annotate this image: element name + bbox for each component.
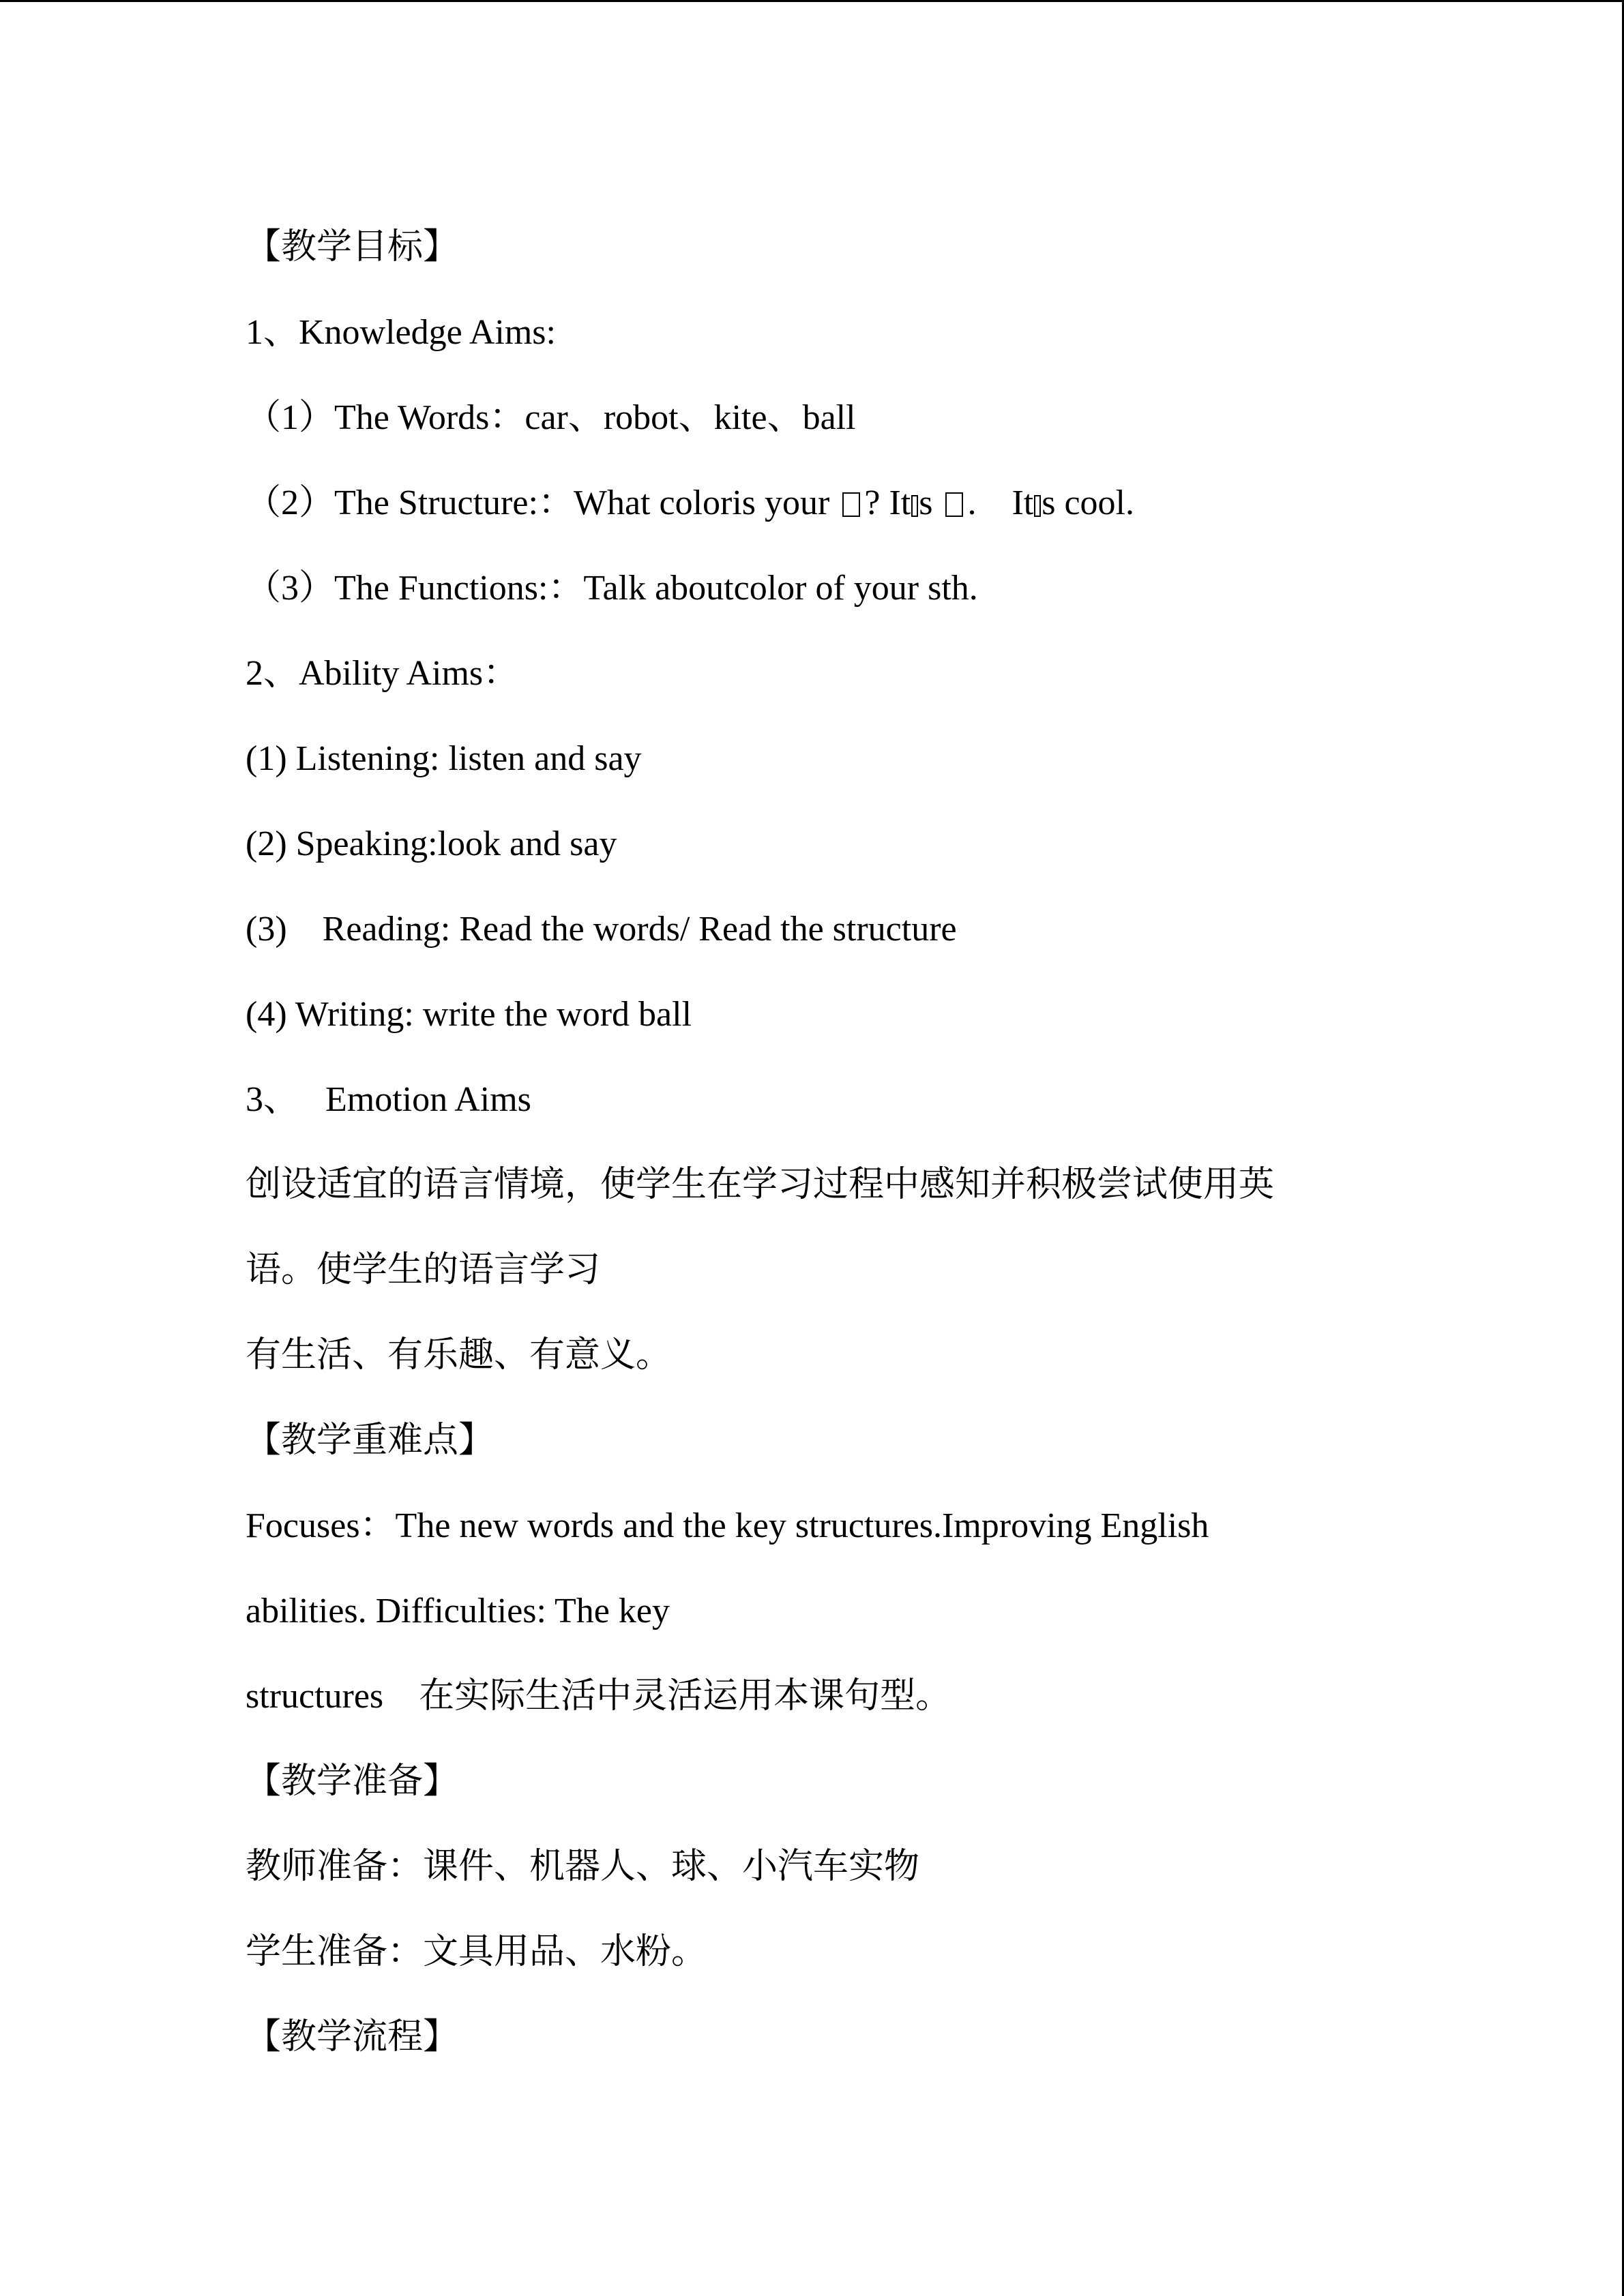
focus-text-line-1: Focuses：The new words and the key structures.Improving English [246, 1506, 1209, 1545]
structure-mid3: . It [967, 483, 1034, 522]
ability-aims-heading: 2、Ability Aims： [246, 654, 519, 693]
teacher-preparation: 教师准备：课件、机器人、球、小汽车实物 [246, 1846, 920, 1887]
structure-mid2: s [919, 483, 942, 522]
reading-line: (3) Reading: Read the words/ Read the structure [246, 910, 957, 949]
apostrophe-box [911, 495, 918, 517]
knowledge-aims-heading: 1、Knowledge Aims: [246, 313, 556, 352]
emotion-text-line-1: 创设适宜的语言情境，使学生在学习过程中感知并积极尝试使用英 [246, 1164, 1275, 1205]
structure-prefix: （2）The Structure:：What coloris your [246, 483, 839, 522]
emotion-text-line-2: 语。使学生的语言学习 [246, 1249, 601, 1290]
speaking-line: (2) Speaking:look and say [246, 824, 617, 863]
emotion-aims-heading: 3、 Emotion Aims [246, 1080, 531, 1119]
listening-line: (1) Listening: listen and say [246, 739, 642, 778]
words-line: （1）The Words：car、robot、kite、ball [246, 398, 856, 437]
writing-line: (4) Writing: write the word ball [246, 995, 692, 1034]
focus-text-line-3: structures 在实际生活中灵活运用本课句型。 [246, 1677, 951, 1716]
focus-text-line-2: abilities. Difficulties: The key [246, 1592, 670, 1630]
document-page [246, 205, 1419, 2080]
structure-line [246, 460, 1419, 546]
heading-teaching-objectives: 【教学目标】 [246, 226, 459, 267]
structure-mid1: ? It [864, 483, 911, 522]
heading-key-points: 【教学重难点】 [246, 1420, 494, 1461]
student-preparation: 学生准备：文具用品、水粉。 [246, 1931, 707, 1972]
functions-line: （3）The Functions:：Talk aboutcolor of your sth. [246, 569, 978, 608]
heading-preparation: 【教学准备】 [246, 1761, 459, 1802]
emotion-text-line-3: 有生活、有乐趣、有意义。 [246, 1335, 672, 1375]
apostrophe-box [1034, 495, 1041, 517]
structure-suffix: s cool. [1042, 483, 1134, 522]
placeholder-box [945, 492, 963, 517]
placeholder-box [842, 492, 860, 517]
heading-teaching-process: 【教学流程】 [246, 2016, 459, 2057]
page-top-border [0, 0, 1624, 2]
